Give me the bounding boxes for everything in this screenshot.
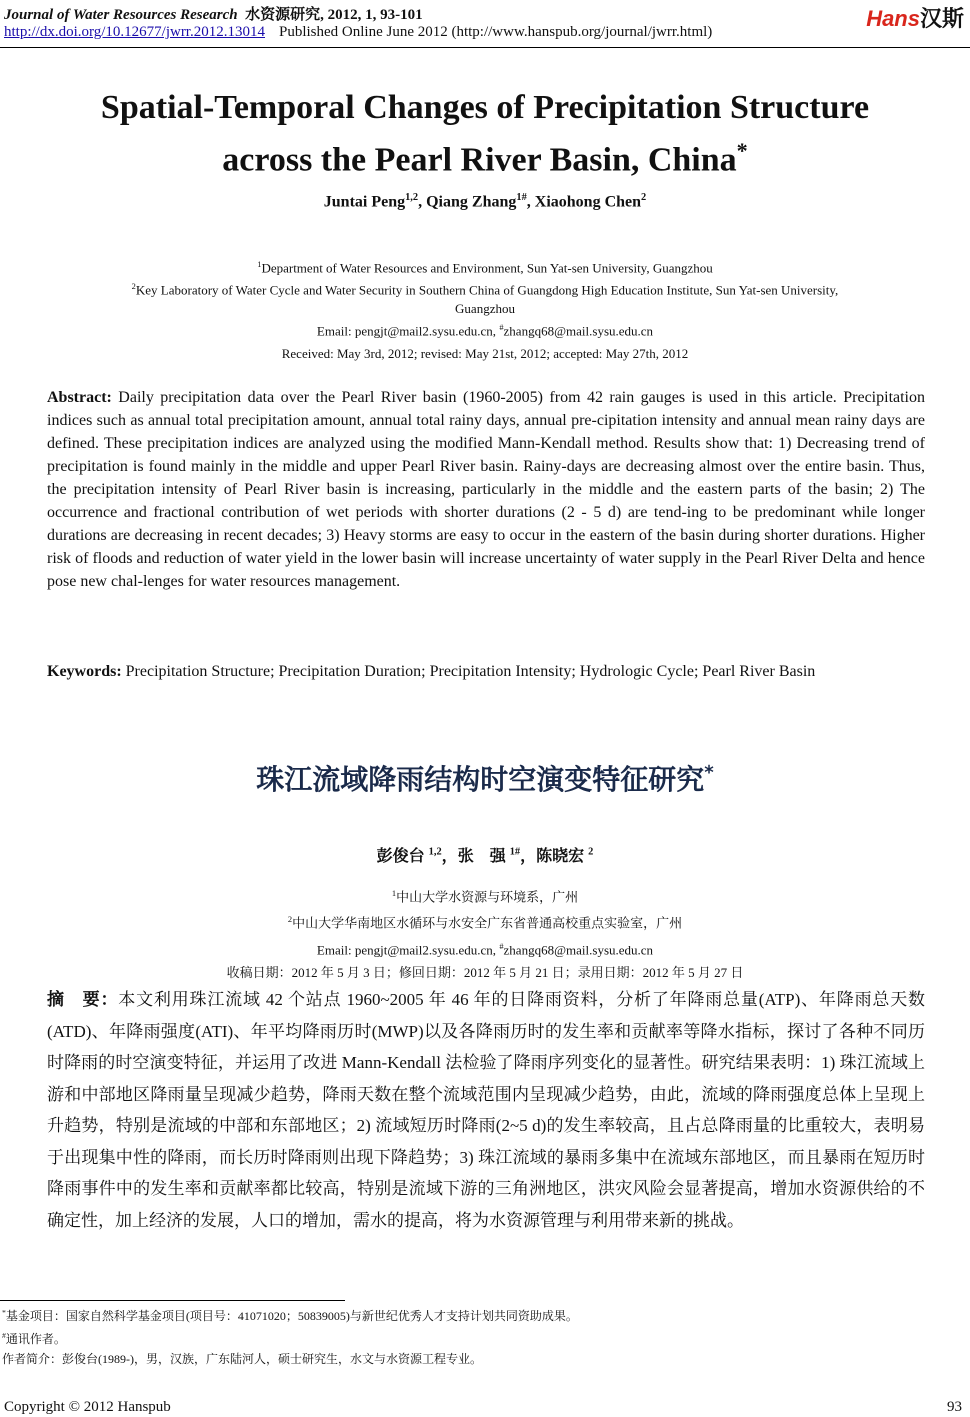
logo-cn: 汉斯 <box>919 6 964 31</box>
cn-affiliation-1: 中山大学水资源与环境系，广州 <box>396 889 579 905</box>
affiliation-2: Key Laboratory of Water Cycle and Water Security in Southern China of Guangdong High Education Institute, Sun Yat-sen University, <box>135 282 839 298</box>
cn-affiliation-2: 中山大学华南地区水循环与水安全广东省普通高校重点实验室，广州 <box>292 915 683 931</box>
cn-title-mark: * <box>704 762 714 784</box>
logo-en: Hans <box>866 6 920 31</box>
author-sup: 1# <box>509 846 521 858</box>
author-sup: 1,2 <box>428 846 442 858</box>
copyright: Copyright © 2012 Hanspub <box>4 1399 171 1415</box>
affiliation-1: Department of Water Resources and Environment, Sun Yat-sen University, Guangzhou <box>261 260 713 276</box>
author-sup: 1# <box>516 192 527 203</box>
footnote-corresponding: 通讯作者。 <box>5 1332 66 1346</box>
author-name: 张 强 <box>457 848 506 865</box>
journal-header <box>4 3 423 24</box>
cn-authors: 彭俊台 $^{1,2}$，张 强 $^{1\#}$，陈晓宏 $^2$ <box>376 846 594 865</box>
footnote-rule <box>0 1300 345 1301</box>
cn-dates: 收稿日期：2012 年 5 月 3 日；修回日期：2012 年 5 月 21 日；录用日期：2012 年 5 月 27 日 <box>226 965 744 980</box>
abstract-label: Abstract: <box>47 389 112 406</box>
author-name: 陈晓宏 <box>536 848 585 865</box>
journal-citation: 水资源研究, 2012, 1, 93-101 <box>245 7 423 23</box>
author-name: Juntai Peng <box>323 193 406 211</box>
footnotes: *基金项目：国家自然科学基金项目(项目号：41071020；50839005)与新世纪优秀人才支持计划共同资助成果。 #通讯作者。 作者简介：彭俊台(1989-)，男，汉族，广东陆河人，硕士研究生，水文与水资源工程专业。 <box>2 1303 578 1369</box>
author-sup: 2 <box>641 192 647 203</box>
cn-email: Email: pengjt@mail2.sysu.edu.cn, <box>316 941 500 957</box>
author-name: 彭俊台 <box>376 848 425 865</box>
footnote-funding: 基金项目：国家自然科学基金项目(项目号：41071020；50839005)与新世纪优秀人才支持计划共同资助成果。 <box>5 1309 578 1323</box>
affiliation-2-cont: Guangzhou <box>455 300 515 316</box>
title-mark: * <box>736 138 748 163</box>
cn-affiliations: $^1$中山大学水资源与环境系，广州 $^2$中山大学华南地区水循环与水安全广东省普通高校重点实验室，广州 Email: pengjt@mail2.sysu.edu.cn, #zhangq68@mail.sysu.edu.cn <box>287 888 683 957</box>
published-note: Published Online June 2012 (http://www.hanspub.org/journal/jwrr.html) <box>278 24 713 40</box>
cn-abstract-label: 摘 要： <box>47 990 119 1009</box>
authors: Juntai Peng$^{1,2}$, Qiang Zhang$^{1\#}$, Xiaohong Chen$^2$ <box>323 192 647 211</box>
cn-abstract-text: 本文利用珠江流域 42 个站点 1960~2005 年 46 年的日降雨资料，分析了年降雨总量(ATP)、年降雨总天数(ATD)、年降雨强度(ATI)、年平均降雨历时(MWP)以及各降雨历时的发生率和贡献率等降水指标，探讨了各种不同历时降雨的时空演变特征，并运用了改进 Mann-Kendall 法检验了降雨序列变化的显著性。研究结果表明：1) 珠江流域上游和中部地区降雨量呈现减少趋势，降雨天数在整个流域范围内呈现减少趋势，由此，流域的降雨强度总体上呈现上升趋势，特别是流域的中部和东部地区；2) 流域短历时降雨(2~5 d)的发生率较高，且占总降雨量的比重较大，表明易于出现集中性的降雨，而长历时降雨则出现下降趋势；3) 珠江流域的暴雨多集中在流域东部地区，而且暴雨在短历时降雨事件中的发生率和贡献率都比较高，特别是流域下游的三角洲地区，洪灾风险会显著提高，增加水资源供给的不确定性，加上经济的发展，人口的增加，需水的提高，将为水资源管理与利用带来新的挑战。 <box>47 990 926 1230</box>
page-number: 93 <box>947 1399 962 1415</box>
abstract <box>47 386 925 593</box>
author-sup: 1,2 <box>405 192 419 203</box>
affiliations: $^1$Department of Water Resources and Environment, Sun Yat-sen University, Guangzhou $^2$Key Laboratory of Water Cycle and Water Security in Southern China of Guangdong High Education Institute, Sun Yat-sen University, Guangzhou Email: pengjt@mail2.sysu.edu.cn, #zhangq68@mail.sysu.edu.cn <box>0 255 970 340</box>
author-name: Xiaohong Chen <box>534 193 642 211</box>
doi-link[interactable]: http://dx.doi.org/10.12677/jwrr.2012.13014 <box>4 24 265 40</box>
author-name: Qiang Zhang <box>426 193 517 211</box>
publication-line <box>4 24 712 41</box>
received-dates: Received: May 3rd, 2012; revised: May 21st, 2012; accepted: May 27th, 2012 <box>281 346 689 361</box>
journal-name: Journal of Water Resources Research <box>4 7 238 23</box>
keywords-text: Precipitation Structure; Precipitation Duration; Precipitation Intensity; Hydrologic Cycle; Pearl River Basin <box>125 663 816 680</box>
cn-title-text: 珠江流域降雨结构时空演变特征研究 <box>256 763 705 796</box>
cn-title <box>0 758 970 798</box>
cn-abstract <box>47 984 925 1236</box>
author-sup: 2 <box>588 846 594 858</box>
title-line1: Spatial-Temporal Changes of Precipitation Structure <box>100 89 870 126</box>
paper-title <box>0 86 970 181</box>
keywords-label: Keywords: <box>47 663 122 680</box>
email-2: zhangq68@mail.sysu.edu.cn <box>503 322 654 338</box>
title-line2: across the Pearl River Basin, China <box>222 141 737 179</box>
hans-logo <box>866 2 964 33</box>
header-rule <box>0 47 970 48</box>
email: Email: pengjt@mail2.sysu.edu.cn, <box>316 322 500 338</box>
cn-email-2: zhangq68@mail.sysu.edu.cn <box>503 941 654 957</box>
keywords <box>47 660 925 683</box>
abstract-text: Daily precipitation data over the Pearl River basin (1960-2005) from 42 rain gauges is used in this article. Precipitation indices such as annual total precipitation amount, annual total rainy days, annual pre-cipitation intensity and annual mean rainy days are defined. These precipitation indices are analyzed using the modified Mann-Kendall method. Results show that: 1) Decreasing trend of precipitation is found mainly in the middle and upper Pearl River basin. Rainy-days are decreasing almost over the entire basin. Thus, the precipitation intensity of Pearl River basin is increasing, particularly in the middle and the eastern parts of the basin; 2) The occurrence and fractional contribution of wet periods with shorter durations (2 - 5 d) are tend-ing to be predominant while longer durations are decreasing in recent decades; 3) Heavy storms are easy to occur in the eastern of the basin during shorter durations. Higher risk of floods and reduction of water yield in the lower basin will increase uncertainty of water supply in the Pearl River Delta and hence pose new chal-lenges for water resources management. <box>47 389 925 590</box>
footnote-author-bio: 作者简介：彭俊台(1989-)，男，汉族，广东陆河人，硕士研究生，水文与水资源工程专业。 <box>2 1352 482 1366</box>
